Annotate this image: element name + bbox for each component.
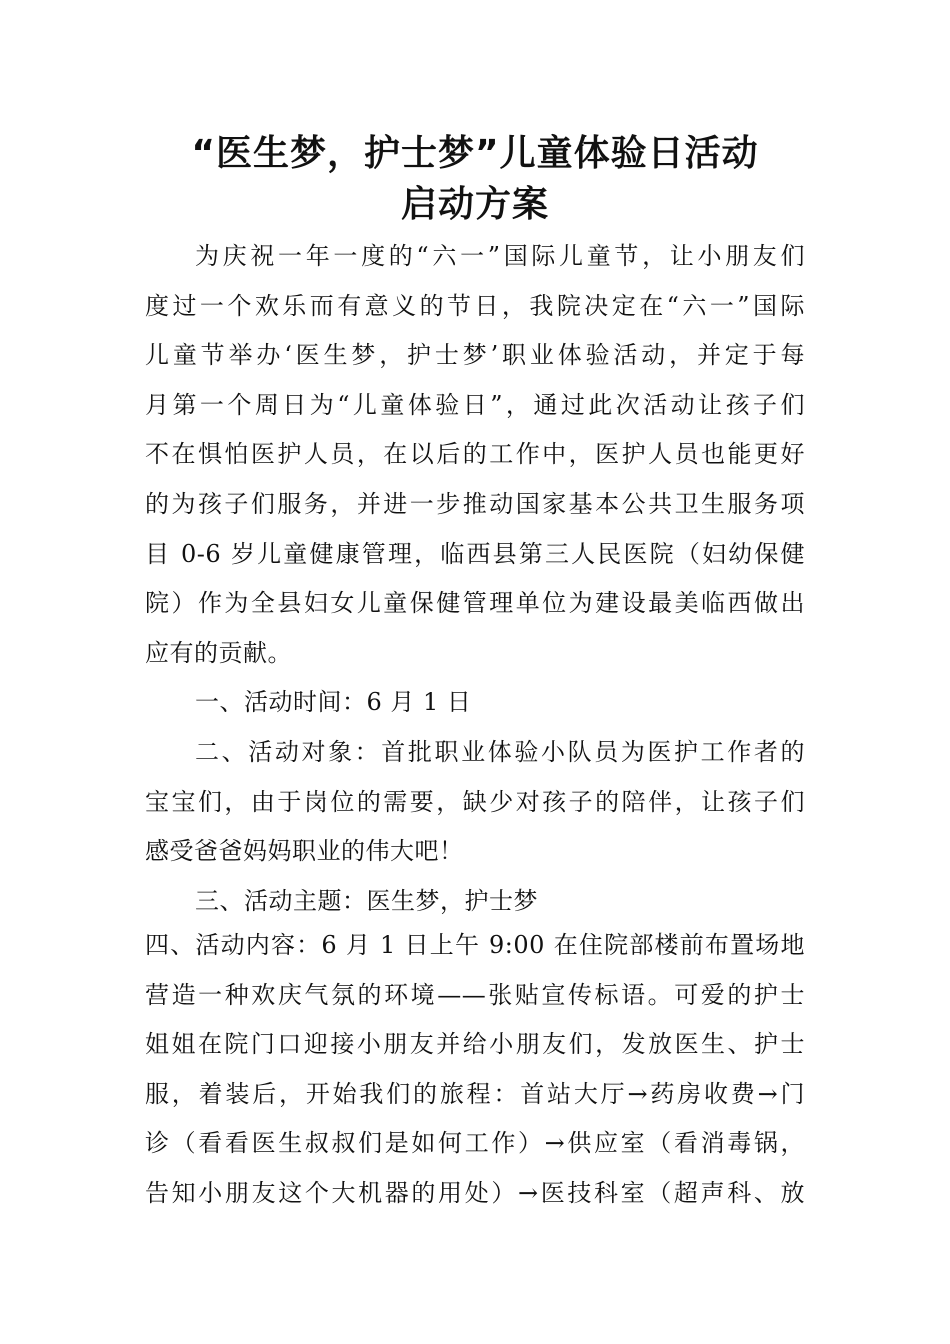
- paragraph-line: 营造一种欢庆气氛的环境——张贴宣传标语。可爱的护士: [145, 980, 805, 1009]
- paragraph-line: 不在惧怕医护人员，在以后的工作中，医护人员也能更好: [145, 440, 805, 469]
- document-title-line-1: “医生梦，护士梦”儿童体验日活动: [191, 133, 759, 174]
- paragraph-line: 姐姐在院门口迎接小朋友并给小朋友们，发放医生、护士: [145, 1030, 805, 1059]
- paragraph-line: 度过一个欢乐而有意义的节日，我院决定在“六一”国际: [145, 291, 805, 320]
- paragraph-line: 为庆祝一年一度的“六一”国际儿童节，让小朋友们: [195, 242, 805, 270]
- section-activity-target: 二、活动对象：首批职业体验小队员为医护工作者的: [195, 737, 805, 766]
- paragraph-line: 应有的贡献。: [145, 638, 292, 667]
- section-activity-theme: 三、活动主题：医生梦，护士梦: [195, 886, 538, 915]
- paragraph-line: 告知小朋友这个大机器的用处）→医技科室（超声科、放: [145, 1178, 805, 1207]
- paragraph-line: 儿童节举办‘医生梦，护士梦’职业体验活动，并定于每: [145, 341, 805, 370]
- section-activity-time: 一、活动时间：6 月 1 日: [195, 688, 472, 717]
- paragraph-line: 院）作为全县妇女儿童保健管理单位为建设最美临西做出: [145, 589, 805, 618]
- paragraph-line: 月第一个周日为“儿童体验日”，通过此次活动让孩子们: [145, 390, 805, 419]
- section-activity-content: 四、活动内容：6 月 1 日上午 9:00 在住院部楼前布置场地: [145, 931, 805, 959]
- paragraph-line: 诊（看看医生叔叔们是如何工作）→供应室（看消毒锅，: [145, 1129, 805, 1158]
- paragraph-line: 的为孩子们服务，并进一步推动国家基本公共卫生服务项: [145, 489, 805, 518]
- document-body: [145, 232, 805, 926]
- paragraph-line: 服，着装后，开始我们的旅程：首站大厅→药房收费→门: [145, 1079, 805, 1108]
- paragraph-line: 感受爸爸妈妈职业的伟大吧！: [145, 837, 464, 866]
- paragraph-line: 宝宝们，由于岗位的需要，缺少对孩子的陪伴，让孩子们: [145, 787, 805, 816]
- document-body-continued: [145, 921, 805, 1219]
- paragraph-line: 目 0-6 岁儿童健康管理，临西县第三人民医院（妇幼保健: [145, 539, 805, 568]
- document-title-line-2: 启动方案: [400, 184, 549, 225]
